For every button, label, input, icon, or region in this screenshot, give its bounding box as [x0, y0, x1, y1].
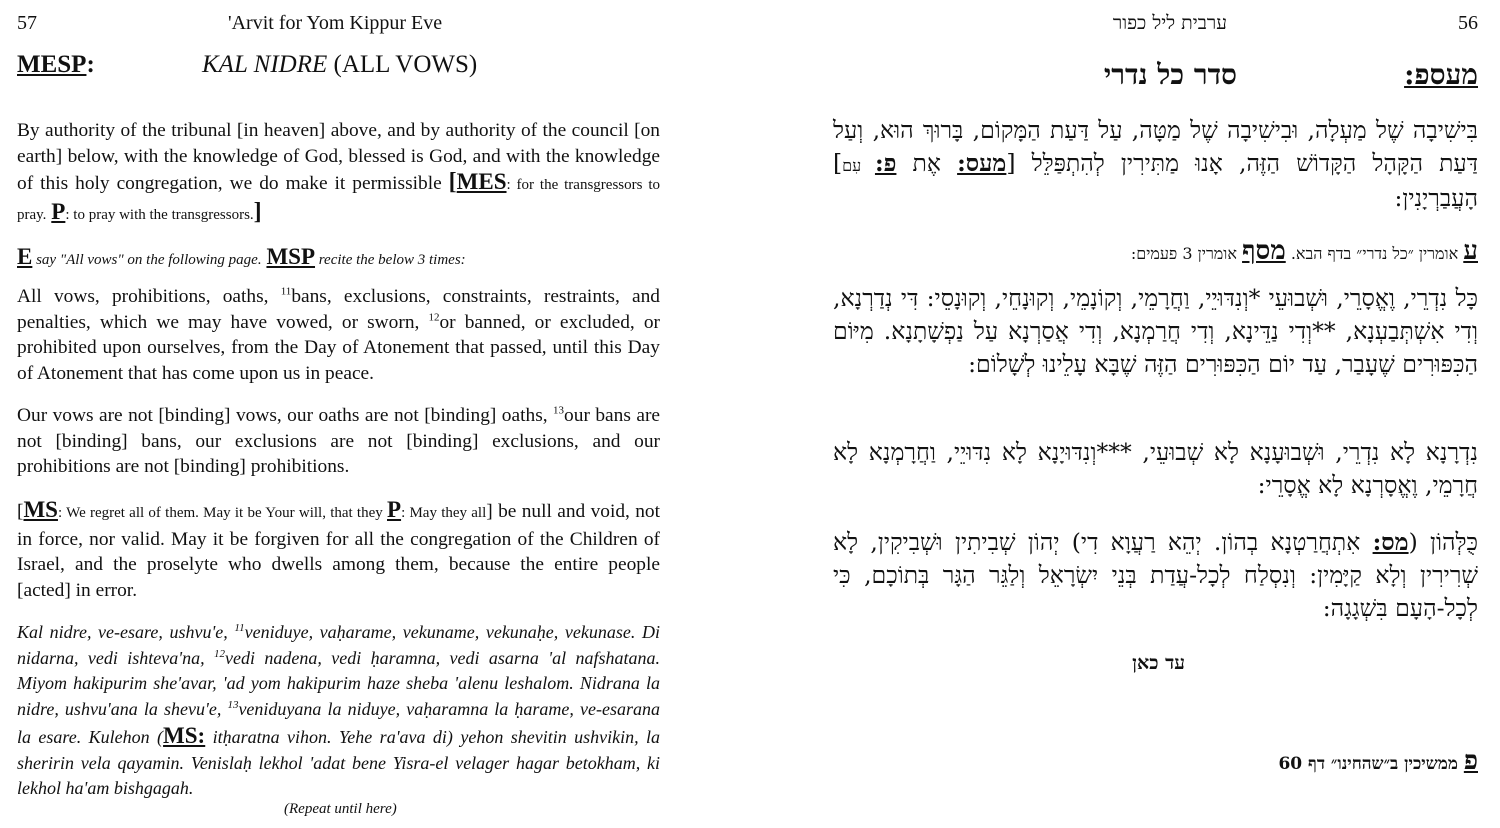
p5-text-c: vedi nadena, vedi ḥaramna, vedi asarna 'al nafshatana. Miyom hakipurim she'avar, 'ad yom hakipurim haze sheba 'alenu leshalom. Nidrana la nidre, ushvu'ana la shevu'e,	[17, 647, 660, 720]
p1-tag-p: P	[51, 199, 66, 225]
hinstr-tag-msp: מסף	[1242, 236, 1286, 266]
p2-text-c: or banned, or excluded, or prohibited upon ourselves, from the Day of Atonement that passed, until this Day of Atonement that has come upon us in peace.	[17, 311, 660, 385]
h1-text-a: בִּישִׁיבָה שֶׁל מַעְלָה, וּבִישִׁיבָה שֶׁל מַטָּה, עַל דַּעַת הַמָּקוֹם, בָּרוּךְ הוּא, וְעַל דַּעַת הַקָּהָל הַקָּדוֹשׁ הַזֶּה, אָנוּ מַתִּירִין לְהִתְפַּלֵּל [	[833, 116, 1479, 177]
hebrew-nidrana-paragraph: נִדְרָנָא לָא נִדְרֵי, וּשְׁבוּעָנָא לָא שְׁבוּעֵי, ***וְנִדּוּיָנָא לָא נִדּוּיֵי, וַחֲרָמְנָא לָא חֲרָמֵי, וֶאֱסָרְנָא לָא אֱסָרֵי:	[833, 438, 1478, 499]
title-italic: KAL NIDRE	[202, 51, 328, 78]
paragraph-all-vows	[17, 284, 660, 387]
translit-ref-12: 12	[213, 647, 225, 660]
h1-text-d: ] הָעֲבַרְיָנִין:	[833, 149, 1478, 212]
hebrew-kal-nidre-paragraph: כָּל נִדְרֵי, וֶאֱסָרֵי, וּשְׁבוּעֵי *וְנִדּוּיֵי, וַחֲרָמֵי, וְקוֹנָמֵי, וְקוּנָחֵי, וְקוּנָסֵי: דִּי נְדַרְנָא, וְדִי אִשְׁתְּבַעְנָא, **וְדִי נַדֵּינָא, וְדִי חֲרַמְנָא, וְדִי אֲסַרְנָא עַל נַפְשָׁתָנָא. מִיּוֹם הַכִּפּוּרִים שֶׁעָבַר, עַד יוֹם הַכִּפּוּרִים הַזֶּה שֶׁבָּא עָלֵינוּ לְשָׁלוֹם:	[833, 284, 1478, 378]
footer-tag-pe: פ	[1463, 746, 1478, 776]
title-label-colon: :	[86, 51, 95, 78]
p5-tag-ms: MS:	[163, 722, 206, 748]
hinstr-text-a: אומרין ״כל נדרי״ בדף הבא.	[1290, 244, 1464, 263]
instruction-line	[17, 244, 660, 273]
paragraph-null-and-void	[17, 497, 660, 604]
p5-text-a: Kal nidre, ve-esare, ushvu'e,	[17, 622, 235, 642]
instr-tag-e: E	[17, 244, 33, 269]
footnote-ref-11: 11	[280, 285, 292, 298]
p5-text-d: veniduyana la niduye, vaḥaramna la ḥarame, ve-esarana la esare. Kulehon (	[17, 699, 660, 747]
hebrew-section-title: סדר כל נדרי	[1103, 58, 1237, 91]
hinstr-tag-ayin: ע	[1463, 236, 1478, 266]
paragraph-our-vows	[17, 403, 660, 480]
h1-text-b: אֶת	[896, 149, 958, 177]
title-rest: (ALL VOWS)	[327, 51, 478, 78]
p1-open-bracket: [	[448, 169, 457, 196]
page-number-left: 57	[17, 12, 37, 34]
ad-kan-marker: עד כאן	[1132, 652, 1185, 674]
p2-text-a: All vows, prohibitions, oaths,	[17, 286, 281, 307]
running-head-left: 'Arvit for Yom Kippur Eve	[228, 12, 443, 34]
title-kal-nidre	[202, 51, 477, 79]
page-number-right: 56	[1458, 12, 1478, 34]
hebrew-page	[790, 0, 1500, 828]
p3-text-a: Our vows are not [binding] vows, our oaths are not [binding] oaths,	[17, 405, 554, 426]
p1-p-note: : to pray with the transgressors.	[65, 207, 254, 224]
h4-text-b: אִתְחֲרַטְנָא בְהוֹן. יְהֵא רַעֲוָא דִי) יְהוֹן שְׁבִיתִין וּשְׁבִיקִין, לָא שְׁרִירִין וְלָא קַיָּמִין: וְנִסְלַח לְכָל-עֲדַת בְּנֵי יִשְׂרָאֵל וְלַגֵּר הַגָּר בְּתוֹכָם, כִּי לְכָל-הָעָם בִּשְׁגָגָה:	[833, 528, 1478, 622]
p1-text: By authority of the tribunal [in heaven] above, and by authority of the council [on earth] below, with the knowledge of God, blessed is God, and with the knowledge of this holy congregation, we do make it permissible	[17, 120, 660, 195]
p4-tag-p: P	[387, 497, 402, 522]
h1-tag-mes: מעס:	[957, 149, 1007, 177]
section-title-english	[17, 51, 677, 79]
hebrew-footer-note	[1278, 746, 1478, 776]
p1-mes-note: : for the transgressors to pray.	[17, 177, 660, 224]
p5-text-e: itḥaratna vihon. Yehe ra'ava di) yehon shevitin ushvikin, la sheririn vela qayamin. Venislaḥ lekhol 'adat bene Yisra-el velager hagar betokham, ki lekhol ha'am bishgagah.	[17, 726, 661, 799]
h1-text-c: עִם	[842, 156, 875, 175]
paragraph-transliteration	[17, 620, 660, 802]
repeat-note: (Repeat until here)	[284, 801, 397, 817]
hebrew-title-label: מעספ:	[1404, 58, 1478, 91]
title-label-mesp: MESP	[17, 51, 87, 78]
p5-text-b: veniduye, vaḥarame, vekuname, vekunaḥe, vekunase. Di nidarna, vedi ishteva'na,	[17, 622, 660, 668]
hebrew-instruction-line	[778, 238, 1478, 267]
p4-open-bracket: [	[17, 501, 24, 522]
h4-text-a: כֻּלְּהוֹן (	[1408, 528, 1478, 556]
paragraph-permission	[17, 118, 660, 229]
hinstr-text-b: אומרין 3 פעמים:	[1130, 244, 1243, 263]
footnote-ref-13: 13	[553, 404, 565, 417]
h4-tag-ms: מס:	[1372, 528, 1409, 556]
h1-tag-p: פ:	[874, 149, 897, 177]
hebrew-kulehon-paragraph	[833, 526, 1478, 625]
p3-text-b: our bans are not [binding] bans, our exclusions are not [binding] exclusions, and our prohibitions are not [binding] prohibitions.	[17, 405, 661, 478]
p2-text-b: bans, exclusions, constraints, restraints, and penalties, which we may have vowed, or sworn,	[17, 286, 660, 333]
instr-e-text: say "All vows" on the following page.	[32, 252, 262, 268]
p1-close-bracket: ]	[253, 199, 262, 226]
p4-ms-note: : We regret all of them. May it be Your will, that they	[57, 505, 387, 521]
instr-tag-msp: MSP	[266, 244, 316, 269]
p1-tag-mes: MES	[456, 169, 507, 195]
footnote-ref-12: 12	[428, 311, 440, 324]
hebrew-permission-paragraph	[833, 114, 1478, 215]
p4-p-note: : May they all	[401, 505, 487, 521]
translit-ref-11: 11	[234, 622, 245, 634]
translit-ref-13: 13	[227, 699, 239, 712]
running-head-right: ערבית ליל כפור	[1112, 12, 1227, 34]
footer-text: ממשיכין ב״שהחינו״ דף 60	[1278, 754, 1464, 774]
p4-text: ] be null and void, not in force, nor valid. May it be forgiven for all the congregation of the Children of Israel, and the proselyte who dwells among them, because the entire people [acted] in error.	[17, 501, 661, 602]
instr-msp-text: recite the below 3 times:	[315, 252, 466, 268]
english-page	[0, 0, 700, 828]
p4-tag-ms: MS	[23, 497, 58, 522]
